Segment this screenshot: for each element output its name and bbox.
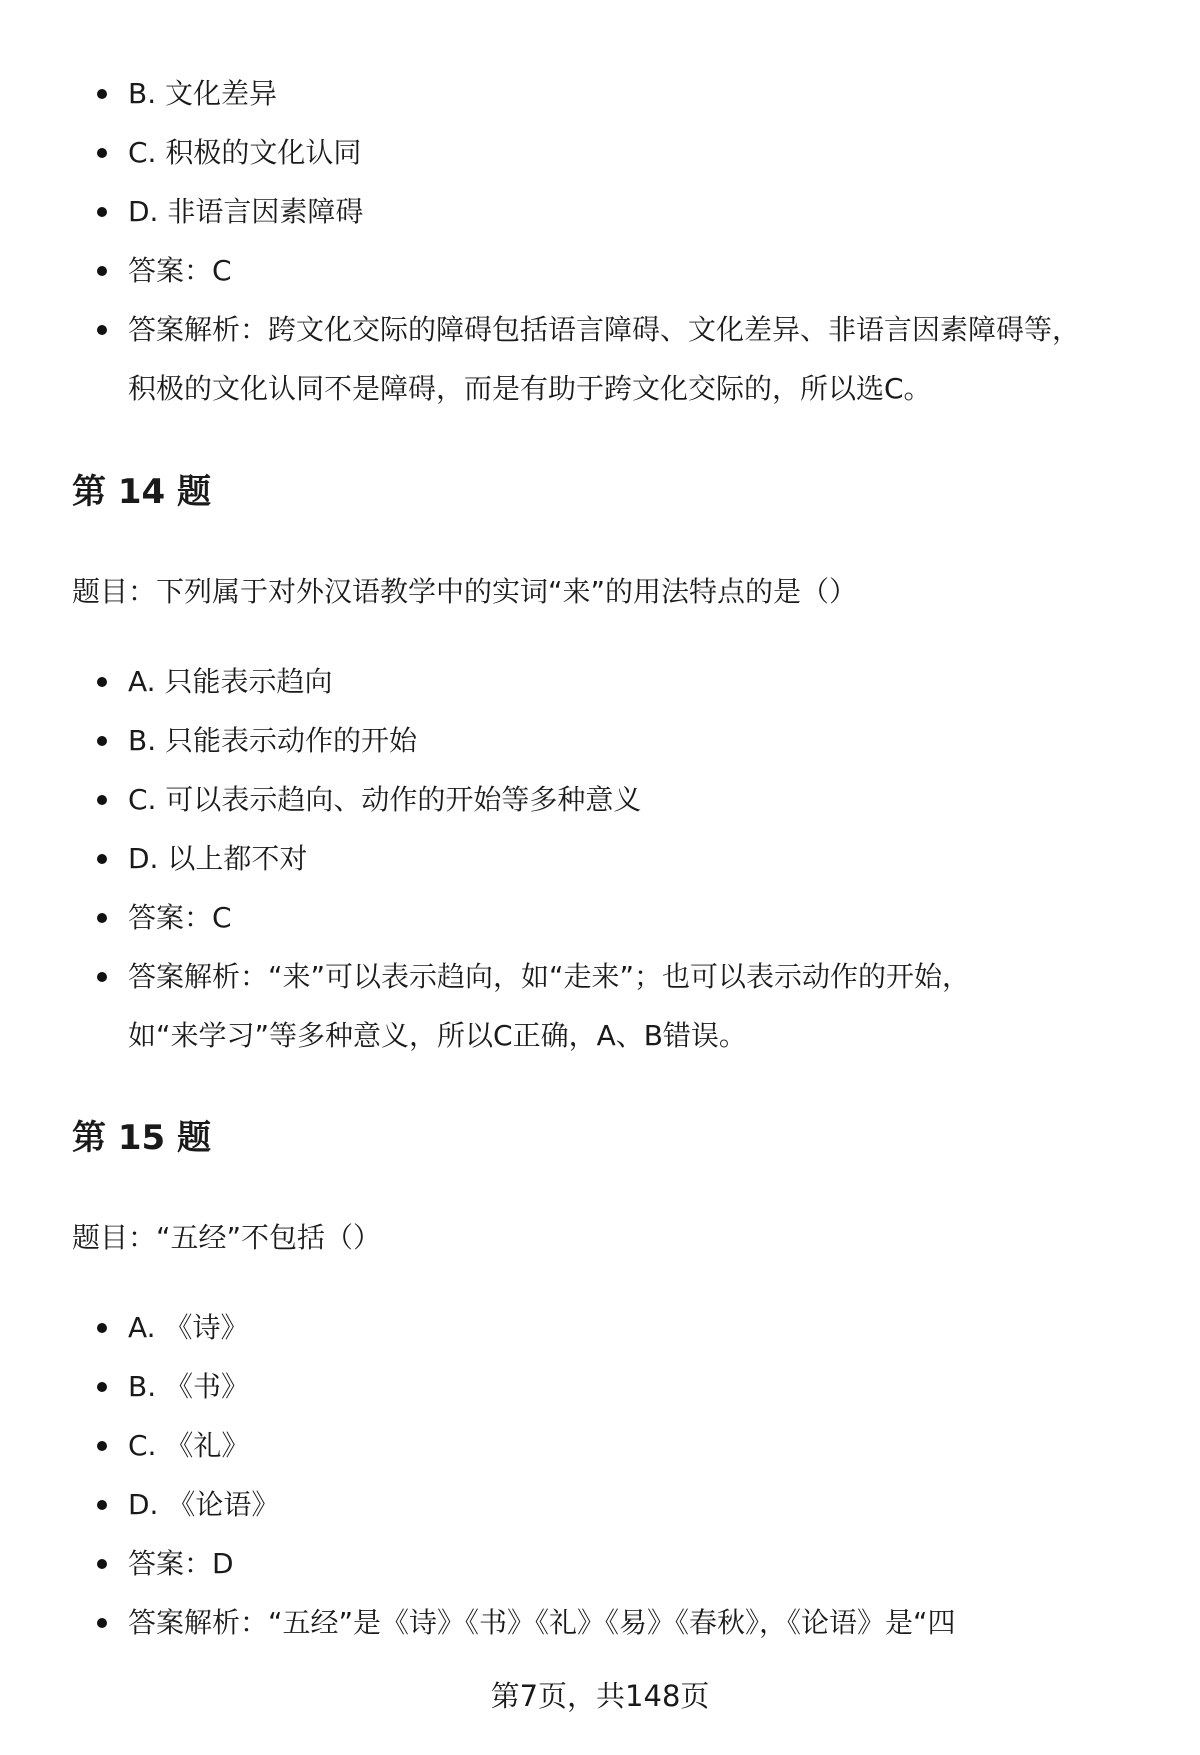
q15-explanation-line-1: 答案解析：“五经”是《诗》《书》《礼》《易》《春秋》，《论语》是“四 [128, 1606, 956, 1639]
q14-stem: 题目：下列属于对外汉语教学中的实词“来”的用法特点的是（） [72, 575, 858, 608]
q13-option-c: C. 积极的文化认同 [0, 123, 1200, 182]
bullet-icon [97, 736, 107, 746]
q14-option-d: D. 以上都不对 [0, 829, 1200, 888]
q14-option-a: A. 只能表示趋向 [0, 652, 1200, 711]
q13-option-b: B. 文化差异 [0, 64, 1200, 123]
page-number: 第7页，共148页 [490, 1679, 710, 1713]
q15-option-c: C. 《礼》 [0, 1416, 1200, 1475]
q13-explanation [0, 300, 1200, 418]
bullet-icon [97, 972, 107, 982]
q14-answer: 答案：C [0, 888, 1200, 947]
q14-title: 第 14 题 [72, 472, 211, 512]
bullet-icon [97, 1618, 107, 1628]
bullet-icon [97, 266, 107, 276]
q15-option-b: B. 《书》 [0, 1357, 1200, 1416]
q14-explanation-line-2: 如“来学习”等多种意义，所以C正确，A、B错误。 [128, 1019, 747, 1052]
q13-explanation-line-2: 积极的文化认同不是障碍，而是有助于跨文化交际的，所以选C。 [128, 372, 932, 405]
bullet-icon [97, 854, 107, 864]
q13-option-d: D. 非语言因素障碍 [0, 182, 1200, 241]
q15-explanation [0, 1593, 1200, 1652]
q13-answer: 答案：C [0, 241, 1200, 300]
bullet-icon [97, 1559, 107, 1569]
q14-explanation-line-1: 答案解析：“来”可以表示趋向，如“走来”；也可以表示动作的开始， [128, 960, 971, 993]
q15-answer: 答案：D [0, 1534, 1200, 1593]
bullet-icon [97, 1500, 107, 1510]
q15-title: 第 15 题 [72, 1118, 211, 1158]
bullet-icon [97, 1323, 107, 1333]
q13-options [0, 64, 1200, 418]
q15-options [0, 1298, 1200, 1652]
bullet-icon [97, 913, 107, 923]
bullet-icon [97, 325, 107, 335]
q14-option-b: B. 只能表示动作的开始 [0, 711, 1200, 770]
q15-option-d: D. 《论语》 [0, 1475, 1200, 1534]
q15-stem: 题目：“五经”不包括（） [72, 1221, 382, 1254]
q14-options [0, 652, 1200, 1065]
bullet-icon [97, 1382, 107, 1392]
q15-option-a: A. 《诗》 [0, 1298, 1200, 1357]
bullet-icon [97, 677, 107, 687]
bullet-icon [97, 1441, 107, 1451]
bullet-icon [97, 89, 107, 99]
bullet-icon [97, 795, 107, 805]
q14-explanation [0, 947, 1200, 1065]
bullet-icon [97, 148, 107, 158]
q14-option-c: C. 可以表示趋向、动作的开始等多种意义 [0, 770, 1200, 829]
bullet-icon [97, 207, 107, 217]
q13-explanation-line-1: 答案解析：跨文化交际的障碍包括语言障碍、文化差异、非语言因素障碍等， [128, 313, 1081, 346]
